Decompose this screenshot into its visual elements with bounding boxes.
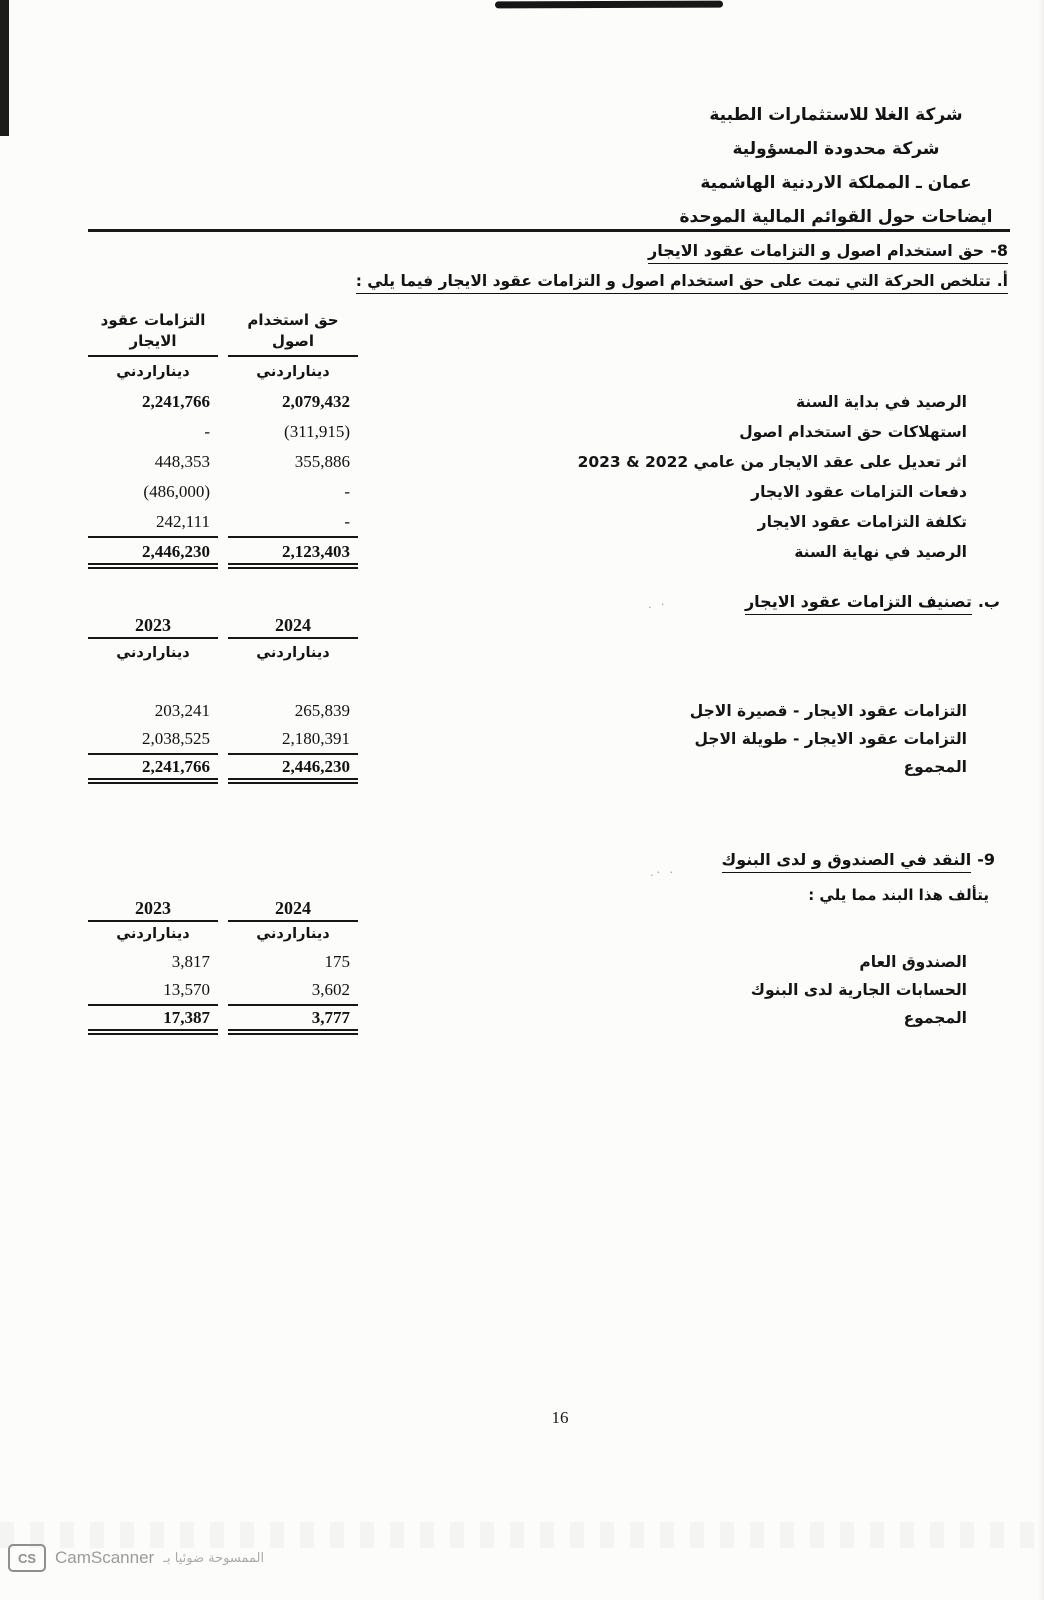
scan-artifact-left-bar (0, 0, 9, 136)
row-label: اثر تعديل على عقد الايجار من عامي 2022 & 2023 (577, 453, 967, 471)
liabilities-value: 242,111 (88, 512, 218, 538)
table-row (85, 699, 1011, 727)
camscanner-footer (8, 1544, 264, 1572)
assets-value: - (228, 512, 358, 538)
year-header-2024: 2024 (228, 898, 358, 922)
currency-label: ديناراردني (116, 926, 190, 942)
movement-table-header (85, 310, 1011, 390)
value-2024: 3,602 (228, 980, 358, 1006)
table-total-row (85, 1006, 1011, 1034)
total-2023: 2,241,766 (88, 757, 218, 784)
row-label: استهلاكات حق استخدام اصول (739, 423, 967, 441)
table-row (85, 950, 1011, 978)
table-row (85, 727, 1011, 755)
section-b-number: ب. (977, 592, 1000, 611)
row-label: التزامات عقود الايجار - طويلة الاجل (694, 730, 967, 748)
total-2024: 2,446,230 (228, 757, 358, 784)
section-9-subtitle: يتألف هذا البند مما يلي : (808, 886, 989, 904)
value-2023: 13,570 (88, 980, 218, 1006)
table-row (85, 420, 1011, 450)
liabilities-value: 448,353 (154, 452, 210, 471)
section-9-title: النقد في الصندوق و لدى البنوك (722, 850, 972, 873)
table-row (85, 978, 1011, 1006)
value-2023: 203,241 (154, 701, 210, 720)
scan-speck: · ·. (650, 866, 676, 879)
liabilities-total: 2,446,230 (88, 542, 218, 569)
assets-value: 2,079,432 (282, 392, 350, 411)
document-title: ايضاحات حول القوائم المالية الموحدة (679, 207, 993, 227)
row-label: الرصيد في نهاية السنة (794, 543, 967, 561)
camscanner-logo-icon: CS (8, 1544, 46, 1572)
company-location: عمان ـ المملكة الاردنية الهاشمية (700, 173, 972, 193)
year-header-2023: 2023 (88, 898, 218, 922)
section-8a-number: أ. (996, 272, 1008, 290)
table-total-row (85, 755, 1011, 783)
section-8a-heading (356, 272, 1008, 290)
row-label: الحسابات الجارية لدى البنوك (750, 981, 967, 999)
section-9-number: 9- (977, 850, 995, 869)
scan-artifact-right-edge (1038, 0, 1044, 1600)
value-2023: 2,038,525 (88, 729, 218, 755)
scan-artifact-top-streak (495, 1, 723, 9)
section-b-heading (745, 592, 1000, 611)
table-row (85, 510, 1011, 540)
assets-total: 2,123,403 (228, 542, 358, 569)
camscanner-brand: CamScanner (55, 1548, 155, 1567)
column-header-right-of-use-assets: حق استخدام اصول (228, 310, 358, 357)
classification-table-header (85, 615, 1011, 699)
row-label: دفعات التزامات عقود الايجار (751, 483, 967, 501)
classification-table (85, 615, 1011, 783)
row-label: المجموع (903, 758, 967, 776)
row-label: تكلفة التزامات عقود الايجار (757, 513, 967, 531)
total-2023: 17,387 (88, 1008, 218, 1035)
company-type: شركة محدودة المسؤولية (732, 139, 940, 159)
table-row (85, 480, 1011, 510)
value-2024: 265,839 (294, 701, 350, 720)
row-label: الصندوق العام (859, 953, 967, 971)
scan-speck: · . (648, 598, 668, 611)
scanned-with-label: الممسوحة ضوئيا بـ (163, 1550, 265, 1566)
row-label: التزامات عقود الايجار - قصيرة الاجل (689, 702, 967, 720)
section-8-heading (648, 241, 1008, 260)
currency-label: ديناراردني (256, 645, 330, 661)
cash-table-header (85, 898, 1011, 950)
table-total-row (85, 540, 1011, 570)
section-8-number: 8- (990, 241, 1008, 260)
column-header-lease-liabilities: التزامات عقود الايجار (88, 310, 218, 357)
liabilities-value: (486,000) (143, 482, 210, 501)
table-row (85, 390, 1011, 420)
total-2024: 3,777 (228, 1008, 358, 1035)
liabilities-value: - (204, 422, 210, 441)
header-divider-rule (88, 229, 1010, 232)
row-label: المجموع (903, 1009, 967, 1027)
section-b-title: تصنيف التزامات عقود الايجار (745, 592, 972, 615)
year-header-2023: 2023 (88, 615, 218, 639)
section-8a-text: تتلخص الحركة التي تمت على حق استخدام اصول و التزامات عقود الايجار فيما يلي : (355, 272, 991, 290)
value-2024: 2,180,391 (228, 729, 358, 755)
row-label: الرصيد في بداية السنة (796, 393, 967, 411)
year-header-2024: 2024 (228, 615, 358, 639)
section-9-heading (722, 850, 995, 869)
assets-value: - (344, 482, 350, 501)
company-header (664, 98, 1008, 234)
company-name: شركة الغلا للاستثمارات الطبية (709, 105, 963, 125)
cash-table (85, 898, 1011, 1034)
page-number: 16 (551, 1408, 569, 1427)
liabilities-value: 2,241,766 (142, 392, 210, 411)
section-8-title: حق استخدام اصول و التزامات عقود الايجار (648, 241, 985, 260)
value-2024: 175 (324, 952, 350, 971)
value-2023: 3,817 (171, 952, 210, 971)
currency-label: ديناراردني (116, 645, 190, 661)
assets-value: 355,886 (294, 452, 350, 471)
movement-table (85, 310, 1011, 570)
currency-label: ديناراردني (116, 364, 190, 380)
currency-label: ديناراردني (256, 364, 330, 380)
assets-value: (311,915) (284, 422, 350, 441)
currency-label: ديناراردني (256, 926, 330, 942)
table-row (85, 450, 1011, 480)
